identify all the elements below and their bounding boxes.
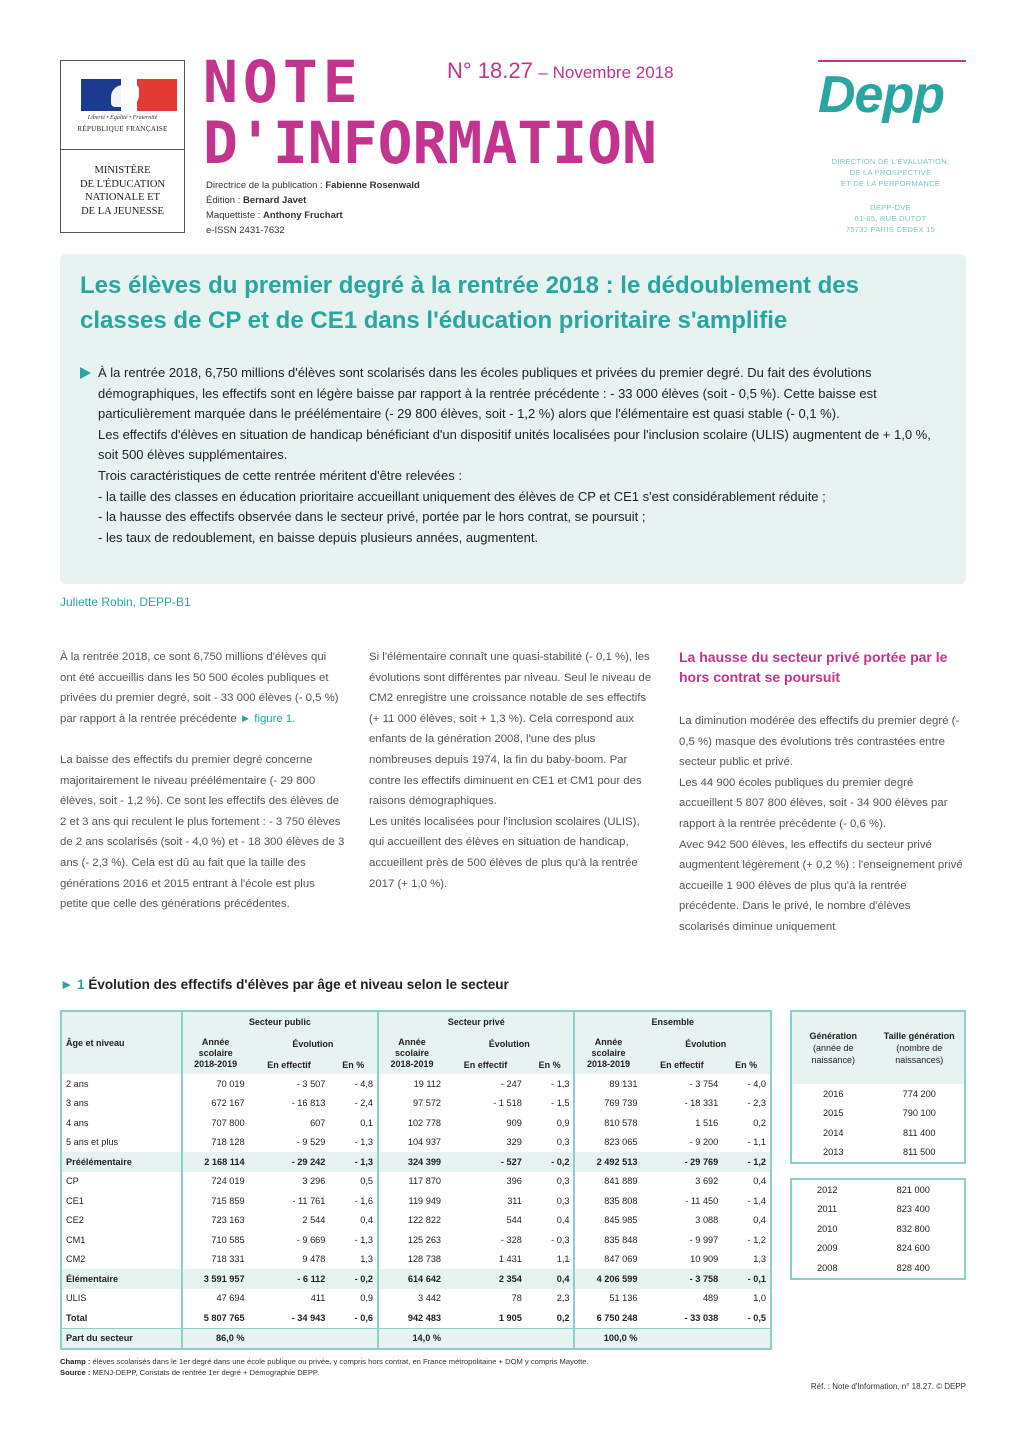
table-cell: 835 808 <box>574 1191 641 1211</box>
table-cell: 489 <box>702 1293 719 1304</box>
summary-paragraph: - la taille des classes en éducation prioritaire accueillant uniquement des élèves de CP et CE1 s'est considérablement réduite ; <box>98 488 826 504</box>
depp-direction: DIRECTION DE L'ÉVALUATION, DE LA PROSPECTIVE ET DE LA PERFORMANCE <box>831 157 950 188</box>
summary-box <box>60 254 966 584</box>
table-row <box>61 1152 771 1172</box>
table-cell: 0,3 <box>556 1195 570 1206</box>
body-paragraph: Les 44 900 écoles publiques du premier degré accueillent 5 807 800 élèves, soit - 34 900 élèves par rapport à la rentrée précédente (- 0,6 %). <box>679 776 948 830</box>
table-cell: 723 163 <box>182 1211 249 1231</box>
row-label: Élémentaire <box>61 1269 182 1289</box>
table-cell: 1,0 <box>753 1293 766 1304</box>
table-cell: 97 572 <box>378 1094 445 1114</box>
table-cell: 0,5 <box>360 1176 374 1187</box>
table-cell: - 18 331 <box>684 1098 719 1109</box>
table-cell: 2011 <box>817 1204 838 1215</box>
row-label: Préélémentaire <box>61 1152 182 1172</box>
table-row <box>791 1239 965 1259</box>
table-cell: 14,0 % <box>378 1328 445 1349</box>
table-cell: 128 738 <box>378 1250 445 1270</box>
table-row <box>791 1200 965 1220</box>
table-row <box>791 1219 965 1239</box>
table-cell: - 2,4 <box>354 1098 374 1109</box>
table-cell: 125 263 <box>378 1230 445 1250</box>
table-cell: 909 <box>506 1117 522 1128</box>
table-cell: - 0,2 <box>329 1269 378 1289</box>
table-cell: - 1 518 <box>493 1098 522 1109</box>
table-row <box>61 1211 771 1231</box>
table-cell: 0,3 <box>556 1137 570 1148</box>
table-cell: 811 400 <box>902 1127 936 1138</box>
table-cell: 100,0 % <box>574 1328 641 1349</box>
table-row <box>61 1230 771 1250</box>
table-row <box>61 1328 771 1349</box>
figure-notes <box>60 1356 589 1378</box>
table-cell: 774 200 <box>902 1088 936 1099</box>
table-cell <box>249 1328 330 1349</box>
table-cell: 835 848 <box>574 1230 641 1250</box>
table-cell: - 9 997 <box>689 1234 719 1245</box>
reference: Réf. : Note d'Information, n° 18.27. © DEPP <box>810 1382 966 1391</box>
table-row <box>791 1143 965 1164</box>
credit-line: Maquettiste : Anthony Fruchart <box>206 210 343 221</box>
credit-line: Directrice de la publication : Fabienne Rosenwald <box>206 180 420 191</box>
table-cell: - 1,5 <box>551 1098 570 1109</box>
row-label: CE1 <box>66 1195 84 1206</box>
column-header: Ensemble <box>574 1011 771 1032</box>
column-header: Année scolaire 2018-2019 <box>182 1032 249 1074</box>
table-cell: - 1,3 <box>329 1152 378 1172</box>
table-cell: 3 692 <box>695 1176 719 1187</box>
table-cell: - 4,8 <box>354 1078 374 1089</box>
table-cell: 70 019 <box>182 1074 249 1094</box>
table-cell: 6 750 248 <box>574 1308 641 1328</box>
table-cell: 823 400 <box>896 1204 930 1215</box>
table-cell: - 0,1 <box>722 1269 771 1289</box>
table-cell: 707 800 <box>182 1113 249 1133</box>
table-cell: 47 694 <box>182 1289 249 1309</box>
table-cell: - 9 669 <box>296 1234 326 1245</box>
column-header: En % <box>722 1056 771 1074</box>
table-cell: - 16 813 <box>291 1098 326 1109</box>
table-cell: 847 069 <box>574 1250 641 1270</box>
table-cell: - 1,2 <box>722 1152 771 1172</box>
section-heading: La hausse du secteur privé portée par le hors contrat se poursuit <box>679 649 948 685</box>
table-cell: 715 859 <box>182 1191 249 1211</box>
body-paragraph: À la rentrée 2018, ce sont 6,750 millions d'élèves qui ont été accueillis dans les 50 500 écoles publiques et privées du premier degré, soit - 33 000 élèves (- 0,5 %) par rapport à la rentrée précédente ► figure 1. <box>60 651 339 725</box>
depp-logo: Depp <box>818 66 944 124</box>
table-cell: 2016 <box>823 1088 844 1099</box>
summary-paragraph: - la hausse des effectifs observée dans le secteur privé, portée par le hors contrat, se poursuit ; <box>98 509 646 525</box>
table-cell: 311 <box>507 1195 522 1206</box>
table-cell: 396 <box>506 1176 522 1187</box>
column-header: Secteur privé <box>378 1011 574 1032</box>
table-cell: 0,9 <box>360 1293 374 1304</box>
body-paragraph: Avec 942 500 élèves, les effectifs du secteur privé augmentent légèrement (+ 0,2 %) : l'enseignement privé accueille 1 900 élèves de plus qu'à la rentrée précédente. Dans le privé, le nombre d'élèves scolarisés diminue uniquement <box>679 838 963 933</box>
table-cell: - 1,3 <box>354 1137 374 1148</box>
table-row <box>61 1133 771 1153</box>
table-cell: 119 949 <box>378 1191 445 1211</box>
table-cell: 607 <box>310 1117 326 1128</box>
table-cell: - 0,6 <box>354 1312 374 1323</box>
table-cell: 0,4 <box>526 1269 575 1289</box>
column-header: En effectif <box>249 1056 330 1074</box>
row-label: 2 ans <box>66 1078 89 1089</box>
republic-label: RÉPUBLIQUE FRANÇAISE <box>77 125 168 133</box>
table-cell: - 527 <box>445 1152 526 1172</box>
summary-text <box>98 363 946 548</box>
table-row <box>61 1172 771 1192</box>
table-cell: 2015 <box>823 1108 844 1119</box>
table-cell: 718 331 <box>182 1250 249 1270</box>
table-row <box>791 1123 965 1143</box>
table-row <box>791 1258 965 1279</box>
table-cell: 810 578 <box>574 1113 641 1133</box>
row-label: CP <box>66 1176 79 1187</box>
table-cell: - 29 769 <box>641 1152 722 1172</box>
table-row <box>61 1074 771 1094</box>
row-label: Part du secteur <box>61 1328 182 1349</box>
table-cell: 86,0 % <box>182 1328 249 1349</box>
table-cell: 710 585 <box>182 1230 249 1250</box>
arrow-right-icon <box>80 367 91 379</box>
table-cell: 811 500 <box>902 1147 936 1158</box>
table-cell <box>722 1328 771 1349</box>
row-label: Total <box>66 1312 88 1323</box>
issue-info <box>447 58 674 84</box>
summary-paragraph: - les taux de redoublement, en baisse depuis plusieurs années, augmentent. <box>98 529 539 545</box>
table-cell: 1 516 <box>695 1117 719 1128</box>
table-cell: - 33 038 <box>684 1312 719 1323</box>
table-cell: 329 <box>506 1137 522 1148</box>
table-cell: - 328 <box>500 1234 522 1245</box>
body-column-3 <box>679 647 964 938</box>
table-cell: 102 778 <box>378 1113 445 1133</box>
body-column-1 <box>60 647 345 915</box>
enrollment-table <box>60 1010 772 1350</box>
body-paragraph: La diminution modérée des effectifs du premier degré (- 0,5 %) masque des évolutions très contrastées entre secteur public et privé. <box>679 715 960 769</box>
figure-link[interactable]: ► figure 1. <box>236 712 296 725</box>
table-row <box>61 1113 771 1133</box>
table-cell: - 1,1 <box>747 1137 766 1148</box>
depp-address: DEPP-DVE 61-65, RUE DUTOT 75732 PARIS CEDEX 15 <box>845 203 936 234</box>
table-cell: 2012 <box>817 1184 838 1195</box>
figure-title: ► 1 Évolution des effectifs d'élèves par âge et niveau selon le secteur <box>60 977 509 992</box>
table-cell: 2 544 <box>302 1215 326 1226</box>
table-cell: 0,3 <box>556 1176 570 1187</box>
table-cell: - 0,2 <box>526 1152 575 1172</box>
table-cell: - 1,6 <box>354 1195 374 1206</box>
column-header: Âge et niveau <box>61 1011 182 1074</box>
table-cell: 672 167 <box>182 1094 249 1114</box>
ministry-logo <box>60 60 185 233</box>
summary-paragraph: Les effectifs d'élèves en situation de handicap bénéficiant d'un dispositif unités localisées pour l'inclusion scolaire (ULIS) augmentent de + 1,0 %, soit 500 élèves supplémentaires. <box>98 426 931 463</box>
table-cell: 1,3 <box>753 1254 766 1265</box>
table-cell: 0,2 <box>753 1117 766 1128</box>
table-cell: 0,2 <box>556 1312 570 1323</box>
table-cell: - 4,0 <box>747 1078 766 1089</box>
body-paragraph: Les unités localisées pour l'inclusion scolaires (ULIS), qui accueillent des élèves en situation de handicap, accueillent près de 500 élèves de plus qu'à la rentrée 2017 (+ 1,0 %). <box>369 815 640 890</box>
table-cell: 821 000 <box>896 1184 930 1195</box>
table-cell: 3 296 <box>302 1176 326 1187</box>
column-header: Taille génération (nombre de naissances) <box>874 1011 965 1084</box>
table-cell: 3 442 <box>378 1289 445 1309</box>
table-cell: 89 131 <box>574 1074 641 1094</box>
row-label: CM2 <box>66 1254 86 1265</box>
table-cell: 2 354 <box>445 1269 526 1289</box>
table-cell: 2010 <box>817 1223 838 1234</box>
table-cell: - 3 507 <box>296 1078 326 1089</box>
table-cell: 790 100 <box>902 1108 936 1119</box>
column-header: En effectif <box>641 1056 722 1074</box>
table-cell: 2,3 <box>556 1293 570 1304</box>
table-cell: - 11 450 <box>685 1195 719 1206</box>
table-cell: 544 <box>506 1215 522 1226</box>
table-cell: 9 478 <box>302 1254 326 1265</box>
column-header: En % <box>526 1056 575 1074</box>
table-cell: 2013 <box>823 1147 844 1158</box>
table-cell: 117 870 <box>378 1172 445 1192</box>
table-cell: - 1,4 <box>747 1195 766 1206</box>
table-cell: 19 112 <box>378 1074 445 1094</box>
row-label: 4 ans <box>66 1117 89 1128</box>
column-header: Évolution <box>641 1032 771 1056</box>
table-cell: 0,4 <box>753 1176 766 1187</box>
table-cell: - 29 242 <box>249 1152 330 1172</box>
table-row <box>61 1269 771 1289</box>
publication-title-line2: D'INFORMATION <box>203 109 657 177</box>
table-cell: 724 019 <box>182 1172 249 1192</box>
column-header: Génération (année de naissance) <box>791 1011 874 1084</box>
table-cell <box>641 1328 722 1349</box>
table-cell: - 1,2 <box>747 1234 766 1245</box>
column-header: Secteur public <box>182 1011 378 1032</box>
table-cell: 0,4 <box>556 1215 570 1226</box>
table-cell: 823 065 <box>574 1133 641 1153</box>
body-paragraph: Si l'élémentaire connaît une quasi-stabilité (- 0,1 %), les évolutions sont différentes par niveau. Seul le niveau de CM2 enregistre une croissance notable de ses effectifs (+ 11 000 élèves, soit + 1,3 %). Cela correspond aux enfants de la génération 2008, l'une des plus nombreuses depuis 1974, la fin du baby-boom. Par contre les effectifs diminuent en CE1 et CM1 pour des raisons démographiques. <box>369 651 652 808</box>
publication-credits <box>206 178 420 238</box>
table-cell: 942 483 <box>378 1308 445 1328</box>
table-cell: 122 822 <box>378 1211 445 1231</box>
table-cell: 3 591 957 <box>182 1269 249 1289</box>
credit-line: e-ISSN 2431-7632 <box>206 225 285 236</box>
table-row <box>61 1289 771 1309</box>
table-cell: 769 739 <box>574 1094 641 1114</box>
table-cell: 1 905 <box>498 1312 522 1323</box>
table-cell: - 9 529 <box>296 1137 326 1148</box>
table-cell: - 1,3 <box>354 1234 374 1245</box>
article-title: Les élèves du premier degré à la rentrée 2018 : le dédoublement des classes de CP et de CE1 dans l'éducation prioritaire s'amplifie <box>80 272 859 334</box>
table-cell: 51 136 <box>574 1289 641 1309</box>
table-cell: 0,9 <box>556 1117 570 1128</box>
row-label: CE2 <box>66 1215 84 1226</box>
credit-line: Édition : Bernard Javet <box>206 195 307 206</box>
table-cell: 324 399 <box>378 1152 445 1172</box>
table-cell: - 9 200 <box>689 1137 719 1148</box>
table-cell <box>329 1328 378 1349</box>
republic-motto: Liberté • Égalité • Fraternité <box>87 115 158 121</box>
ministry-name: MINISTÈRE DE L'ÉDUCATION NATIONALE ET DE LA JEUNESSE <box>79 165 165 217</box>
table-cell <box>445 1328 526 1349</box>
table-row <box>791 1084 965 1104</box>
table-cell: - 0,3 <box>551 1234 570 1245</box>
table-row <box>791 1104 965 1124</box>
source-note: Source : MENJ-DEPP, Constats de rentrée 1er degré + Démographie DEPP. <box>60 1368 320 1377</box>
table-cell: - 11 761 <box>292 1195 326 1206</box>
table-row <box>61 1094 771 1114</box>
table-cell: 2014 <box>823 1127 844 1138</box>
table-cell: - 34 943 <box>291 1312 326 1323</box>
column-header: Année scolaire 2018-2019 <box>574 1032 641 1074</box>
figure-marker: ► 1 <box>60 977 85 992</box>
body-column-2 <box>369 647 654 894</box>
table-row <box>61 1308 771 1328</box>
table-cell: 1,3 <box>360 1254 374 1265</box>
column-header: En % <box>329 1056 378 1074</box>
table-cell: 828 400 <box>896 1262 930 1273</box>
table-cell: 411 <box>310 1293 326 1304</box>
table-cell: - 1,3 <box>551 1078 570 1089</box>
table-row <box>61 1191 771 1211</box>
marianne-logo <box>61 61 184 150</box>
table-cell: 2009 <box>817 1243 838 1254</box>
table-cell: 3 088 <box>695 1215 719 1226</box>
table-cell: 718 128 <box>182 1133 249 1153</box>
table-row <box>61 1250 771 1270</box>
row-label: 5 ans et plus <box>66 1137 119 1148</box>
table-cell: - 3 754 <box>689 1078 719 1089</box>
table-cell: 78 <box>511 1293 522 1304</box>
field-note: Champ : élèves scolarisés dans le 1er degré dans une école publique ou privée, y compris hors contrat, en France métropolitaine + DOM y compris Mayotte. <box>60 1357 589 1366</box>
table-cell: - 3 758 <box>641 1269 722 1289</box>
author: Juliette Robin, DEPP-B1 <box>60 595 191 609</box>
table-cell <box>526 1328 575 1349</box>
table-cell: 104 937 <box>378 1133 445 1153</box>
table-cell: 841 889 <box>574 1172 641 1192</box>
issue-date: – Novembre 2018 <box>538 63 674 82</box>
column-header: Année scolaire 2018-2019 <box>378 1032 445 1074</box>
issue-number: N° 18.27 <box>447 58 533 83</box>
table-cell: 2008 <box>817 1262 838 1273</box>
table-cell: 0,4 <box>753 1215 766 1226</box>
generation-table-b <box>790 1178 966 1280</box>
table-cell: 1 431 <box>498 1254 522 1265</box>
row-label: CM1 <box>66 1234 86 1245</box>
summary-paragraph: À la rentrée 2018, 6,750 millions d'élèves sont scolarisés dans les écoles publiques et privées du premier degré. Du fait des évolutions démographiques, les effectifs sont en légère baisse par rapport à la rentrée précédente : - 33 000 élèves (soit - 0,5 %). Cette baisse est particulièrement marquée dans le préélémentaire (- 29 800 élèves, soit - 1,2 %) alors que l'élémentaire est quasi stable (- 0,1 %). <box>98 365 877 422</box>
table-cell: - 6 112 <box>249 1269 330 1289</box>
table-cell: - 247 <box>500 1078 522 1089</box>
table-cell: 832 800 <box>896 1223 930 1234</box>
publication-title-line1: NOTE <box>203 48 363 116</box>
body-paragraph: La baisse des effectifs du premier degré concerne majoritairement le niveau préélémentaire (- 29 800 élèves, soit - 1,2 %). Ce sont les effectifs des élèves de 2 et 3 ans qui reculent le plus fortement : - 3 750 élèves de 2 ans scolarisés (soit - 4,0 %) et - 18 300 élèves de 3 ans (- 2,3 %). Cela est dû au fait que la taille des générations 2016 et 2015 entrant à l'école est plus petite que celle des générations précédentes. <box>60 753 345 911</box>
column-header: Évolution <box>445 1032 574 1056</box>
table-cell: 824 600 <box>896 1243 930 1254</box>
table-cell: 1,1 <box>556 1254 570 1265</box>
depp-rule <box>818 60 966 62</box>
table-cell: 0,1 <box>360 1117 374 1128</box>
row-label: ULIS <box>66 1293 87 1304</box>
table-cell: 0,4 <box>360 1215 374 1226</box>
marianne-flag-icon <box>81 79 177 111</box>
summary-paragraph: Trois caractéristiques de cette rentrée méritent d'être relevées : <box>98 467 462 483</box>
table-row <box>791 1179 965 1200</box>
column-header: En effectif <box>445 1056 526 1074</box>
table-cell: 4 206 599 <box>574 1269 641 1289</box>
table-cell: - 2,3 <box>747 1098 766 1109</box>
table-cell: 845 985 <box>574 1211 641 1231</box>
table-cell: - 0,5 <box>747 1312 766 1323</box>
table-cell: 5 807 765 <box>182 1308 249 1328</box>
table-cell: 614 642 <box>378 1269 445 1289</box>
table-cell: 2 168 114 <box>182 1152 249 1172</box>
column-header: Évolution <box>249 1032 378 1056</box>
generation-table-a <box>790 1010 966 1164</box>
table-cell: 2 492 513 <box>574 1152 641 1172</box>
row-label: 3 ans <box>66 1098 89 1109</box>
table-cell: 10 909 <box>690 1254 719 1265</box>
